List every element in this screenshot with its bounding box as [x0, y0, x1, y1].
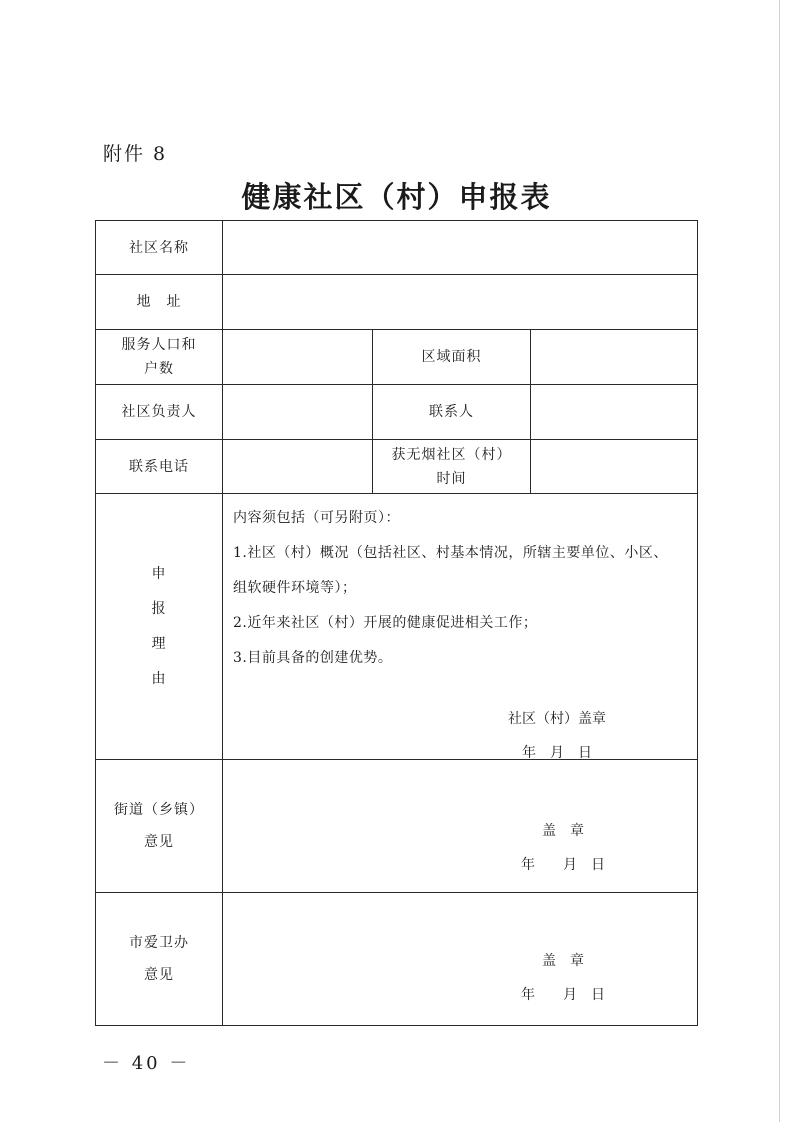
- community-name-field[interactable]: [223, 221, 698, 275]
- street-stamp: 盖 章: [542, 823, 584, 839]
- reason-label: 申 报 理 由: [96, 494, 223, 760]
- reason-field[interactable]: [223, 494, 698, 760]
- contact-label: 联系人: [373, 385, 531, 440]
- city-opinion-field[interactable]: [223, 893, 698, 1026]
- phone-field[interactable]: [223, 440, 373, 494]
- city-stamp-block: [508, 944, 618, 1012]
- street-opinion-label: 街道（乡镇） 意见: [96, 760, 223, 893]
- row-reason: [96, 494, 698, 760]
- contact-field[interactable]: [531, 385, 698, 440]
- page-number: － 40 －: [102, 1053, 191, 1074]
- row-address: [96, 275, 698, 330]
- area-field[interactable]: [531, 330, 698, 385]
- leader-field[interactable]: [223, 385, 373, 440]
- street-opinion-field[interactable]: [223, 760, 698, 893]
- reason-item-2: 2.近年来社区（村）开展的健康促进相关工作；: [233, 615, 538, 631]
- city-stamp: 盖 章: [542, 953, 584, 969]
- population-label: 服务人口和 户数: [96, 330, 223, 385]
- city-date: 年 月 日: [521, 987, 605, 1003]
- population-field[interactable]: [223, 330, 373, 385]
- row-phone-smokefree: [96, 440, 698, 494]
- phone-label: 联系电话: [96, 440, 223, 494]
- page-edge-line: [779, 0, 780, 1122]
- reason-stamp: 社区（村）盖章: [508, 711, 606, 727]
- reason-item-1-cont: 组软硬件环境等）；: [233, 580, 357, 596]
- address-label: 地 址: [96, 275, 223, 330]
- row-leader-contact: [96, 385, 698, 440]
- row-population-area: [96, 330, 698, 385]
- page-title: 健康社区（村）申报表: [241, 180, 552, 214]
- row-community-name: [96, 221, 698, 275]
- area-label: 区域面积: [373, 330, 531, 385]
- leader-label: 社区负责人: [96, 385, 223, 440]
- city-opinion-label: 市爱卫办 意见: [96, 893, 223, 1026]
- row-city-opinion: [96, 893, 698, 1026]
- reason-date: 年 月 日: [522, 745, 592, 761]
- reason-item-3: 3.目前具备的创建优势。: [233, 650, 393, 666]
- attachment-label: 附件 8: [103, 143, 168, 165]
- address-field[interactable]: [223, 275, 698, 330]
- street-stamp-block: [508, 814, 618, 882]
- community-name-label: 社区名称: [96, 221, 223, 275]
- smoke-free-label: 获无烟社区（村） 时间: [373, 440, 531, 494]
- smoke-free-field[interactable]: [531, 440, 698, 494]
- reason-instructions: [223, 494, 697, 676]
- street-date: 年 月 日: [521, 857, 605, 873]
- reason-intro: 内容须包括（可另附页）：: [233, 510, 400, 526]
- application-form-table: [95, 220, 698, 1026]
- reason-item-1: 1.社区（村）概况（包括社区、村基本情况，所辖主要单位、小区、: [233, 545, 668, 561]
- row-street-opinion: [96, 760, 698, 893]
